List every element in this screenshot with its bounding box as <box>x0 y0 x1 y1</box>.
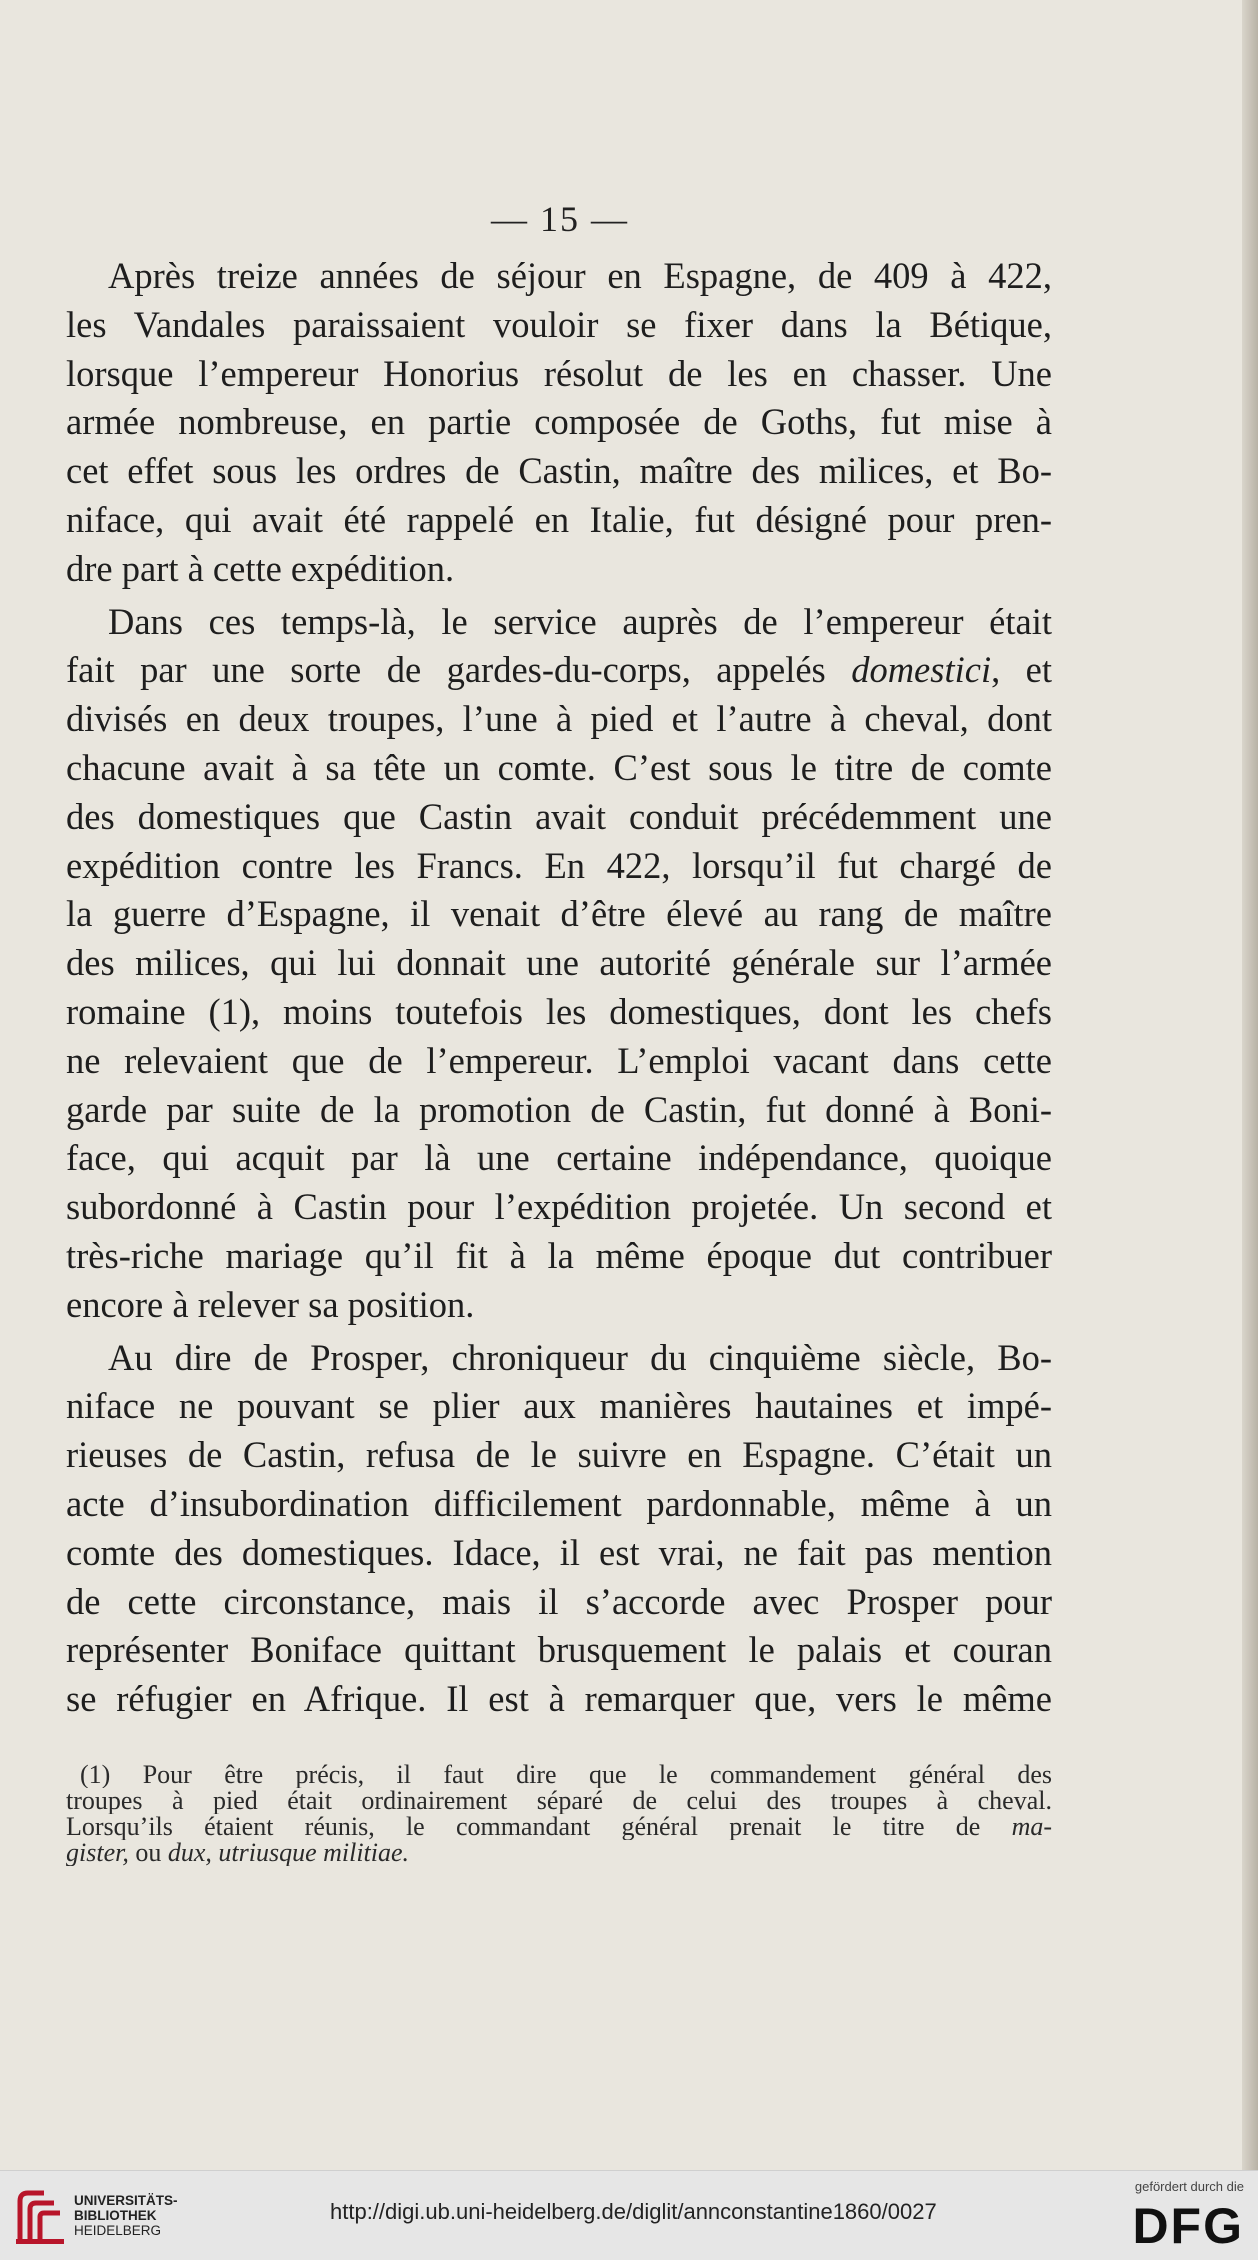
text-line: des domestiques que Castin avait conduit précédemment une <box>66 795 1052 837</box>
text-line: se réfugier en Afrique. Il est à remarquer que, vers le même <box>66 1678 1052 1720</box>
text-line: niface ne pouvant se plier aux manières hautaines et impé- <box>66 1385 1052 1427</box>
text-segment: Lorsqu’ils étaient réunis, le commandant général prenait le titre de <box>66 1814 981 1840</box>
text-line: Après treize années de séjour en Espagne, de 409 à 422, <box>108 255 1052 296</box>
text-line: niface, qui avait été rappelé en Italie, fut désigné pour pren- <box>66 498 1052 540</box>
body-text <box>66 252 1052 1724</box>
footnote-line-with-italic <box>66 1814 1052 1840</box>
text-line: la guerre d’Espagne, il venait d’être élevé au rang de maître <box>66 893 1052 935</box>
footnote-line: troupes à pied était ordinairement séparé de celui des troupes à cheval. <box>66 1788 1052 1814</box>
funding-note: gefördert durch die <box>1134 2179 1244 2194</box>
text-line: chacune avait à sa tête un comte. C’est sous le titre de comte <box>66 746 1052 788</box>
text-line: garde par suite de la promotion de Castin, fut donné à Boni- <box>66 1088 1052 1130</box>
library-name <box>74 2193 178 2238</box>
footnote <box>66 1762 1052 1866</box>
footnote-line: (1) Pour être précis, il faut dire que le commandement général des <box>80 1762 1052 1788</box>
dfg-logo: DFG <box>1132 2198 1244 2254</box>
digitization-footer <box>0 2170 1258 2260</box>
text-line: expédition contre les Francs. En 422, lorsqu’il fut chargé de <box>66 844 1052 886</box>
text-line: ne relevaient que de l’empereur. L’emploi vacant dans cette <box>66 1039 1052 1081</box>
text-line: très-riche mariage qu’il fit à la même époque dut contribuer <box>66 1234 1052 1276</box>
text-line: divisés en deux troupes, l’une à pied et l’autre à cheval, dont <box>66 698 1052 740</box>
source-url-link[interactable]: http://digi.ub.uni-heidelberg.de/diglit/annconstantine1860/0027 <box>330 2199 937 2224</box>
italic-term: gister, <box>66 1840 129 1866</box>
text-line: Dans ces temps-là, le service auprès de l’empereur était <box>108 600 1052 642</box>
italic-term: ma- <box>1011 1814 1052 1840</box>
paragraph-2 <box>66 598 1052 1330</box>
footnote-line-with-italic <box>66 1840 1052 1866</box>
paragraph-1 <box>66 252 1052 594</box>
text-line: cet effet sous les ordres de Castin, maître des milices, et Bo- <box>66 450 1052 492</box>
paragraph-3 <box>66 1334 1052 1724</box>
library-logo-icon <box>14 2187 66 2247</box>
italic-term: dux, utriusque militiae. <box>167 1840 410 1866</box>
text-line: lorsque l’empereur Honorius résolut de les en chasser. Une <box>66 352 1052 394</box>
text-line: subordonné à Castin pour l’expédition projetée. Un second et <box>66 1186 1052 1228</box>
text-line: comte des domestiques. Idace, il est vrai, ne fait pas mention <box>66 1531 1052 1573</box>
text-segment: fait par une sorte de gardes-du-corps, appelés <box>66 649 826 691</box>
text-segment: ou <box>128 1840 168 1866</box>
library-name-line: UNIVERSITÄTS- <box>74 2193 178 2208</box>
page-edge-shadow <box>1242 0 1258 2170</box>
page-number: — 15 — <box>491 199 629 239</box>
text-line: encore à relever sa position. <box>66 1283 475 1325</box>
text-line: face, qui acquit par là une certaine indépendance, quoique <box>66 1137 1052 1179</box>
text-line: acte d’insubordination difficilement pardonnable, même à un <box>66 1482 1052 1524</box>
text-line: armée nombreuse, en partie composée de Goths, fut mise à <box>66 401 1052 443</box>
text-line: rieuses de Castin, refusa de le suivre en Espagne. C’était un <box>66 1434 1052 1476</box>
text-line: les Vandales paraissaient vouloir se fixer dans la Bétique, <box>66 303 1052 345</box>
text-segment: , et <box>991 649 1052 691</box>
text-line: dre part à cette expédition. <box>66 547 455 589</box>
text-line-with-italic <box>66 646 1052 695</box>
text-line: Au dire de Prosper, chroniqueur du cinquième siècle, Bo- <box>108 1336 1052 1378</box>
italic-term: domestici <box>851 649 992 691</box>
text-line: des milices, qui lui donnait une autorité générale sur l’armée <box>66 942 1052 984</box>
text-line: romaine (1), moins toutefois les domestiques, dont les chefs <box>66 990 1052 1032</box>
library-name-line: BIBLIOTHEK <box>74 2208 157 2223</box>
library-name-line: HEIDELBERG <box>74 2223 162 2238</box>
text-line: de cette circonstance, mais il s’accorde avec Prosper pour <box>66 1580 1052 1622</box>
text-line: représenter Boniface quittant brusquement le palais et couran <box>66 1629 1052 1671</box>
